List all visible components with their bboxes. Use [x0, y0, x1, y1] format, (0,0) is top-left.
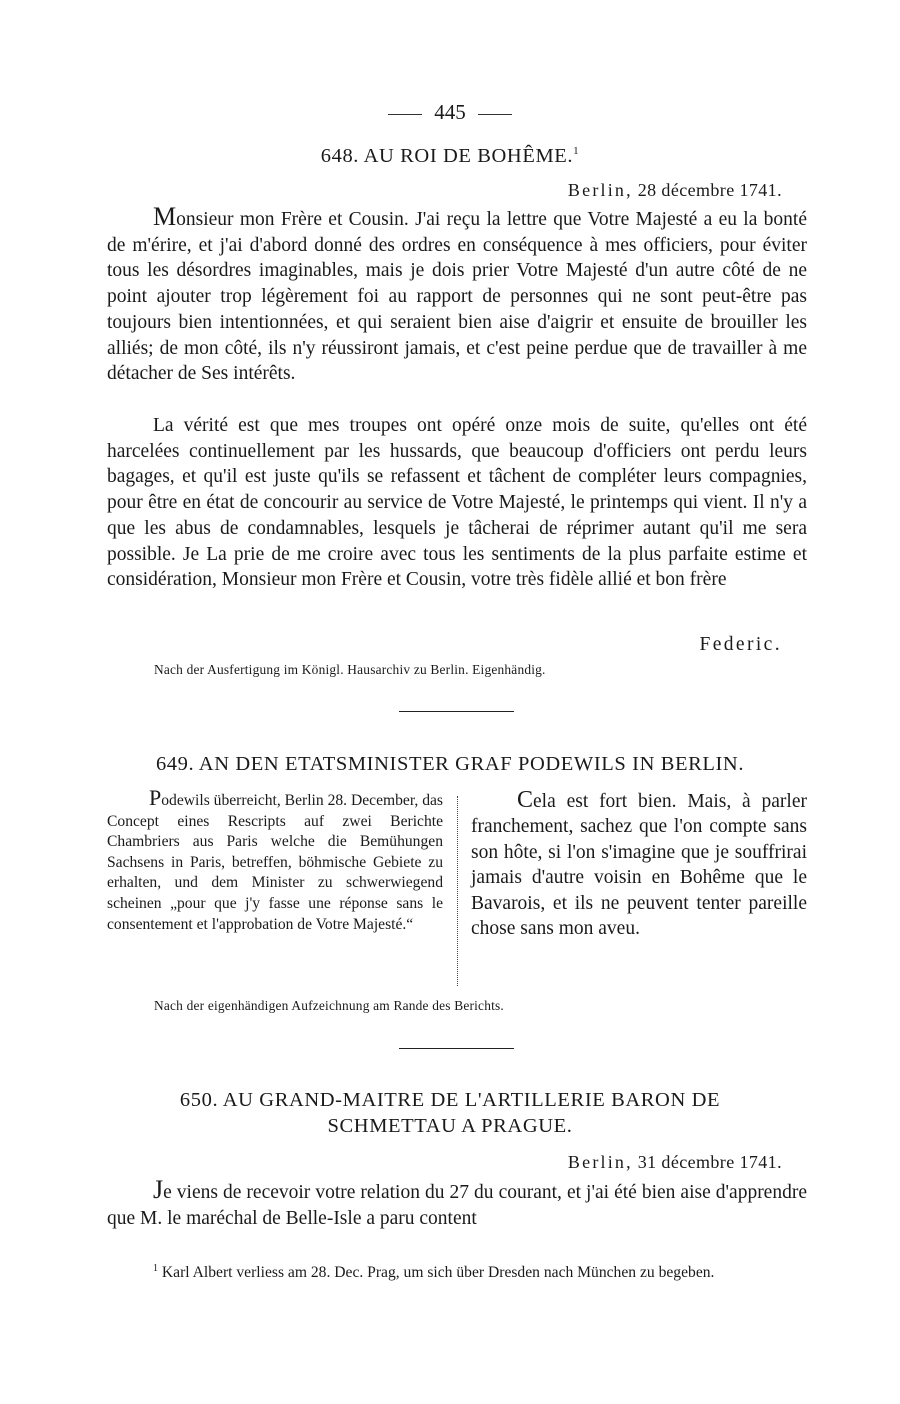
letter-648-footnote-mark: 1 [573, 145, 580, 158]
divider-rule-1 [399, 711, 514, 712]
letter-648-source: Nach der Ausfertigung im Königl. Hausarchiv zu Berlin. Eigenhändig. [154, 662, 546, 677]
letter-649-right-text: ela est fort bien. Mais, à parler franchement, sachez que l'on compte sans son hôte, si l'on s'imagine que je souffrirai jamais d'autre voisin en Bohême que le Bavarois, et ils ne peuvent tenter pareille chose sans mon aveu. [471, 791, 807, 940]
letter-648-title: 648. AU ROI DE BOHÊME. [320, 145, 574, 167]
letter-648-initial: M [153, 202, 177, 231]
column-divider [457, 796, 458, 986]
page-number-line [0, 100, 900, 125]
letter-648-dateline [568, 180, 782, 201]
footnote [107, 1258, 809, 1283]
letter-649-source: Nach der eigenhändigen Aufzeichnung am Rande des Berichts. [154, 998, 504, 1013]
letter-648-place: Berlin, [567, 180, 633, 200]
letter-650-body: e viens de recevoir votre relation du 27 du courant, et j'ai été bien aise d'apprendre que M. le maréchal de Belle-Isle a paru content [107, 1182, 807, 1229]
letter-650-heading-line-1: 650. AU GRAND-MAITRE DE L'ARTILLERIE BARON DE [179, 1089, 721, 1111]
letter-648-paragraph-2 [107, 413, 807, 593]
letter-648-body-1: onsieur mon Frère et Cousin. J'ai reçu la lettre que Votre Majesté a eu la bonté de m'érire, et j'ai d'abord donné des ordres en conséquence à mes officiers, pour éviter tous les désordres imaginables, mais je dois prier Votre Majesté d'un autre côté de ne point ajouter trop légèrement foi au rapport de personnes qui ne sont peut-être pas toujours bien intentionnées, et qui seraient bien aise d'aigrir et ensuite de brouiller les alliés; de mon côté, ils n'y réussiront jamais, et c'est peine perdue que de travailler à me détacher de Ses intérêts. [107, 209, 807, 385]
letter-649-left-initial: P [149, 785, 162, 810]
letter-648-signature: Federic. [699, 634, 782, 655]
footnote-mark: 1 [153, 1263, 158, 1274]
letter-650-dateline [568, 1152, 782, 1173]
letter-650-date: 31 décembre 1741. [637, 1152, 782, 1172]
letter-650-place: Berlin, [567, 1152, 633, 1172]
letter-648-heading [0, 145, 900, 168]
page-number: 445 [434, 100, 466, 124]
letter-649-left-column [107, 785, 443, 935]
letter-648-body-2: La vérité est que mes troupes ont opéré onze mois de suite, qu'elles ont été harcelées continuellement par les hussards, que beaucoup d'officiers ont perdu leurs bagages, et qu'il est juste qu'ils se refassent et tâchent de compléter leurs compagnies, pour être en état de concourir au service de Votre Majesté, le printemps qui vient. Il n'y a que les abus de condamnables, lesquels je tâcherai de réprimer autant qu'il me sera possible. Je La prie de me croire avec tous les sentiments de la plus parfaite estime et considération, Monsieur mon Frère et Cousin, votre très fidèle allié et bon frère [107, 415, 807, 591]
letter-648-date: 28 décembre 1741. [637, 180, 782, 200]
letter-649-left-text: odewils überreicht, Berlin 28. December, das Concept eines Rescripts auf zwei Berichte Chambriers aus Paris welche die Bemühungen Sachsens in Paris, betreffen, böhmische Gebiete zu erhalten, und dem Minister zu schwerwiegend scheinen „pour que j'y fasse une réponse sans le consentement et l'approbation de Votre Majesté.“ [107, 792, 443, 933]
footnote-text: Karl Albert verliess am 28. Dec. Prag, um sich über Dresden nach München zu begeben. [161, 1264, 715, 1282]
letter-650-paragraph [107, 1175, 807, 1231]
letter-649-right-column [471, 789, 807, 941]
letter-649-right-initial: C [517, 787, 534, 813]
divider-rule-2 [399, 1048, 514, 1049]
letter-650-heading-line-2: SCHMETTAU A PRAGUE. [327, 1115, 573, 1137]
right-dash [478, 114, 512, 115]
left-dash [388, 114, 422, 115]
letter-649-heading: 649. AN DEN ETATSMINISTER GRAF PODEWILS IN BERLIN. [155, 753, 745, 775]
letter-650-initial: J [153, 1175, 164, 1204]
letter-648-paragraph-1 [107, 202, 807, 387]
